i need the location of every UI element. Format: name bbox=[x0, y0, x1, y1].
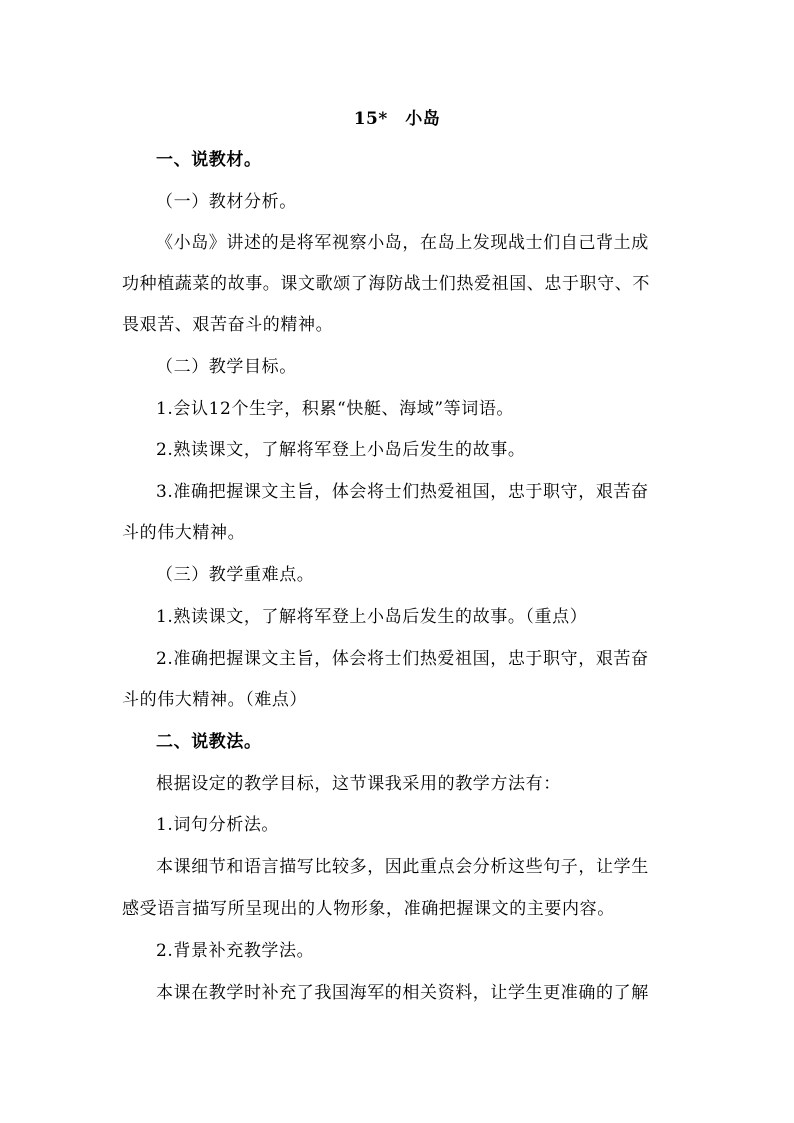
paragraph-line: 3.准确把握课文主旨，体会将士们热爱祖国，忠于职守，艰苦奋 bbox=[156, 482, 649, 502]
section-heading: 一、说教材。 bbox=[156, 150, 262, 170]
paragraph-line: 斗的伟大精神。（难点） bbox=[122, 690, 308, 710]
paragraph-line: 畏艰苦、艰苦奋斗的精神。 bbox=[122, 315, 334, 335]
paragraph-line: 1.会认12个生字，积累“快艇、海域”等词语。 bbox=[156, 399, 515, 419]
paragraph-line: 斗的伟大精神。 bbox=[122, 523, 246, 543]
paragraph-line: 《小岛》讲述的是将军视察小岛，在岛上发现战士们自己背土成 bbox=[156, 233, 649, 253]
section-heading: 二、说教法。 bbox=[156, 732, 262, 752]
paragraph-line: （二）教学目标。 bbox=[156, 357, 297, 377]
paragraph-line: 1.熟读课文，了解将军登上小岛后发生的故事。（重点） bbox=[156, 607, 588, 627]
paragraph-line: 1.词句分析法。 bbox=[156, 815, 280, 835]
paragraph-line: （三）教学重难点。 bbox=[156, 565, 315, 585]
paragraph-line: 2.背景补充教学法。 bbox=[156, 941, 315, 961]
paragraph-line: （一）教材分析。 bbox=[156, 192, 297, 212]
paragraph-line: 本课细节和语言描写比较多，因此重点会分析这些句子，让学生 bbox=[156, 857, 649, 877]
paragraph-line: 根据设定的教学目标，这节课我采用的教学方法有： bbox=[156, 774, 561, 794]
paragraph-line: 2.熟读课文，了解将军登上小岛后发生的故事。 bbox=[156, 440, 526, 460]
paragraph-line: 2.准确把握课文主旨，体会将士们热爱祖国，忠于职守，艰苦奋 bbox=[156, 649, 649, 669]
paragraph-line: 本课在教学时补充了我国海军的相关资料，让学生更准确的了解 bbox=[156, 983, 649, 1003]
paragraph-line: 感受语言描写所呈现出的人物形象，准确把握课文的主要内容。 bbox=[122, 899, 615, 919]
paragraph-line: 功种植蔬菜的故事。课文歌颂了海防战士们热爱祖国、忠于职守、不 bbox=[122, 274, 650, 294]
page-title: 15* 小岛 bbox=[353, 109, 441, 129]
